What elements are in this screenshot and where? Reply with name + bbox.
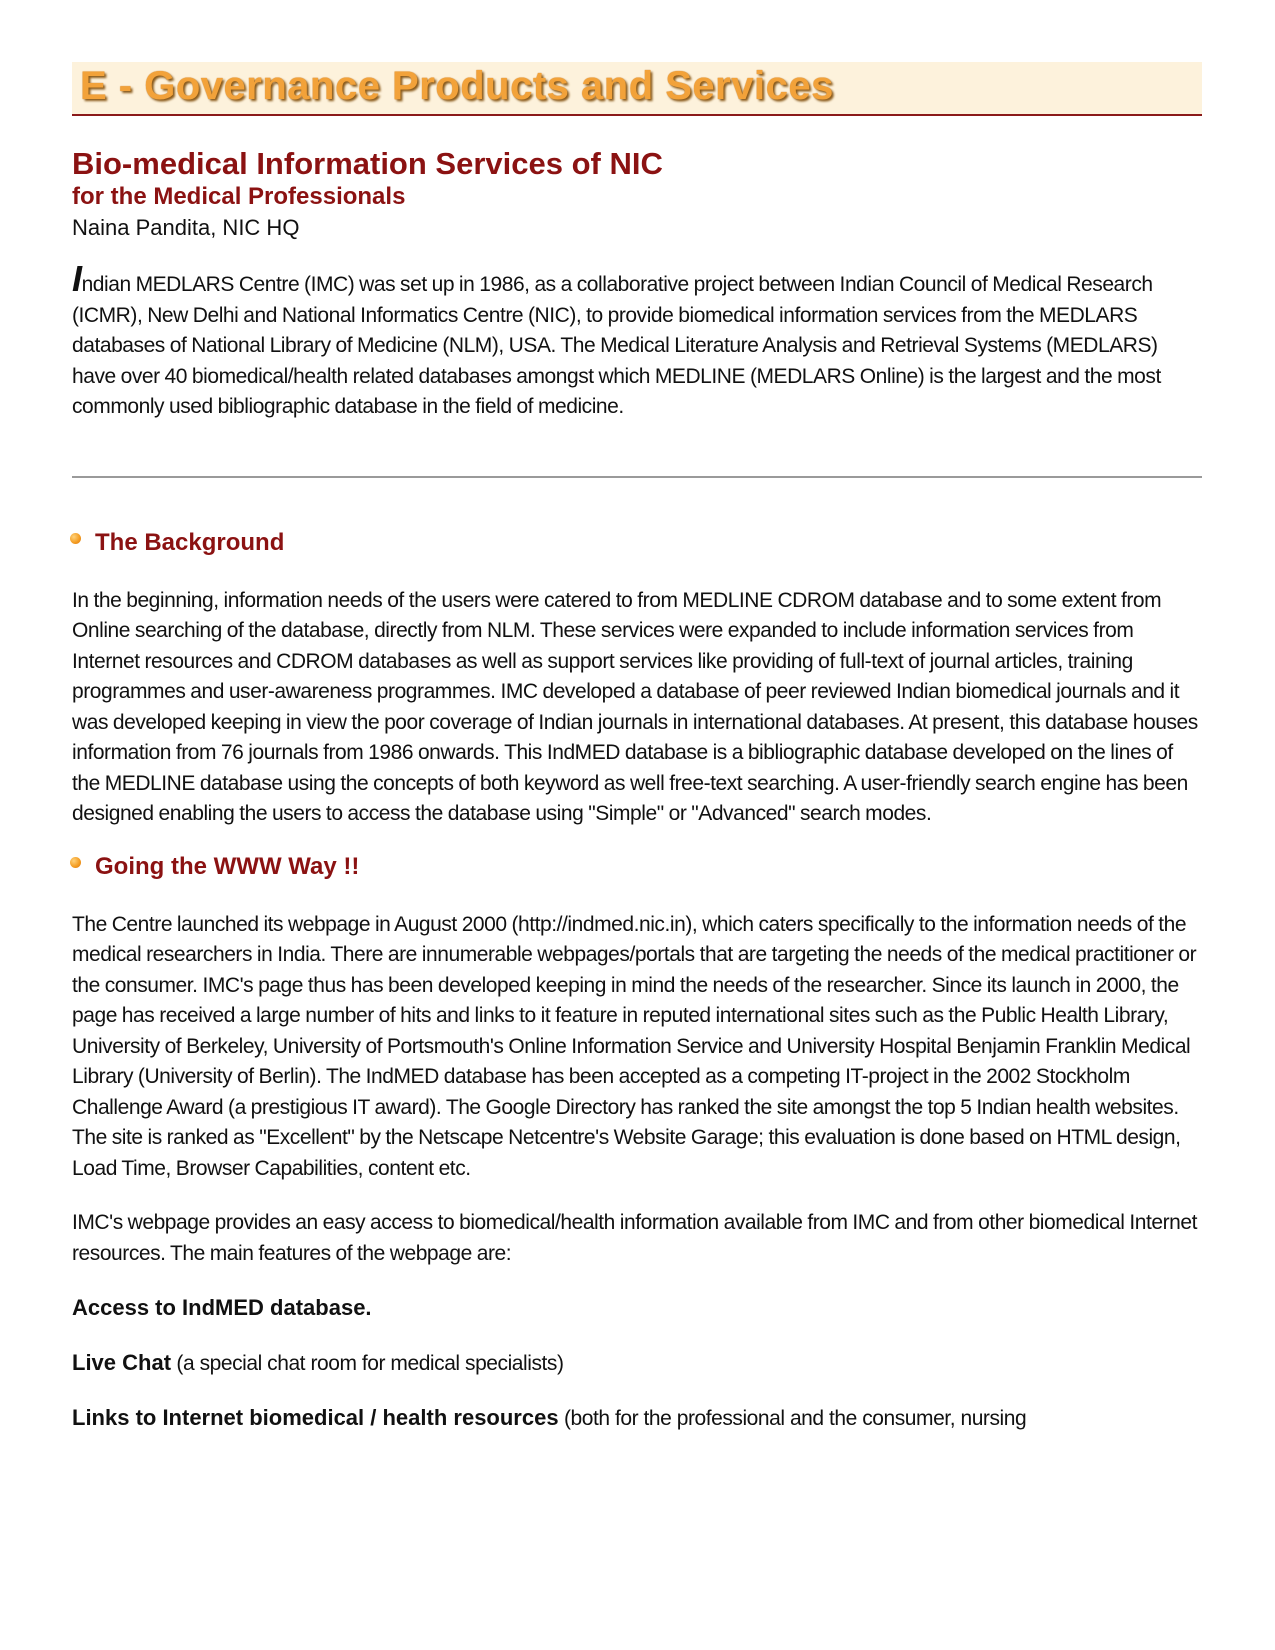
orange-bullet-icon (70, 533, 81, 544)
feature-item (72, 1293, 1202, 1324)
intro-paragraph (72, 258, 1202, 423)
feature-label: Links to Internet biomedical / health resources (72, 1405, 559, 1430)
intro-text: ndian MEDLARS Centre (IMC) was set up in 1986, as a collaborative project between Indian Council of Medical Research (ICMR), New Delhi and National Informatics Centre (NIC), to provide biomedical information services from the MEDLARS databases of National Library of Medicine (NLM), USA. The Medical Literature Analysis and Retrieval Systems (MEDLARS) have over 40 biomedical/health related databases amongst which MEDLINE (MEDLARS Online) is the largest and the most commonly used bibliographic database in the field of medicine. (72, 273, 1161, 418)
article-author: Naina Pandita, NIC HQ (72, 215, 300, 240)
section-heading-www (70, 852, 1202, 882)
feature-label: Live Chat (72, 1350, 172, 1375)
feature-label: Access to IndMED database. (72, 1295, 372, 1320)
section-heading-background (70, 528, 1202, 558)
feature-item (72, 1403, 1202, 1434)
section-banner (72, 62, 1202, 116)
feature-item (72, 1348, 1202, 1379)
article-title: Bio-medical Information Services of NIC (72, 146, 663, 181)
banner-title: E - Governance Products and Services (80, 64, 834, 108)
horizontal-divider (72, 476, 1202, 478)
background-paragraph: In the beginning, information needs of the users were catered to from MEDLINE CDROM database and to some extent from Online searching of the database, directly from NLM. These services were expanded to include information services from Internet resources and CDROM databases as well as support services like providing of full-text of journal articles, training programmes and user-awareness programmes. IMC developed a database of peer reviewed Indian biomedical journals and it was developed keeping in view the poor coverage of Indian journals in international databases. At present, this database houses information from 76 journals from 1986 onwards. This IndMED database is a bibliographic database developed on the lines of the MEDLINE database using the concepts of both keyword as well free-text searching. A user-friendly search engine has been designed enabling the users to access the database using "Simple" or "Advanced" search modes. (72, 588, 1198, 825)
section-title: Going the WWW Way !! (95, 852, 360, 880)
orange-bullet-icon (70, 857, 81, 868)
article-subtitle: for the Medical Professionals (72, 183, 406, 210)
www-paragraph: The Centre launched its webpage in August 2000 (http://indmed.nic.in), which caters specifically to the information needs of the medical researchers in India. There are innumerable webpages/portals that are targeting the needs of the medical practitioner or the consumer. IMC's page thus has been developed keeping in mind the needs of the researcher. Since its launch in 2000, the page has received a large number of hits and links to it feature in reputed international sites such as the Public Health Library, University of Berkeley, University of Portsmouth's Online Information Service and University Hospital Benjamin Franklin Medical Library (University of Berlin). The IndMED database has been accepted as a competing IT-project in the 2002 Stockholm Challenge Award (a prestigious IT award). The Google Directory has ranked the site amongst the top 5 Indian health websites. The site is ranked as "Excellent" by the Netscape Netcentre's Website Garage; this evaluation is done based on HTML design, Load Time, Browser Capabilities, content etc. (72, 912, 1197, 1180)
feature-detail: (a special chat room for medical specialists) (171, 1352, 564, 1375)
section-title: The Background (95, 528, 285, 556)
feature-detail: (both for the professional and the consumer, nursing (558, 1407, 1027, 1430)
document-page (72, 62, 1202, 1434)
features-intro-paragraph: IMC's webpage provides an easy access to biomedical/health information available from IMC and from other biomedical Internet resources. The main features of the webpage are: (72, 1211, 1197, 1265)
drop-cap: I (72, 258, 82, 299)
